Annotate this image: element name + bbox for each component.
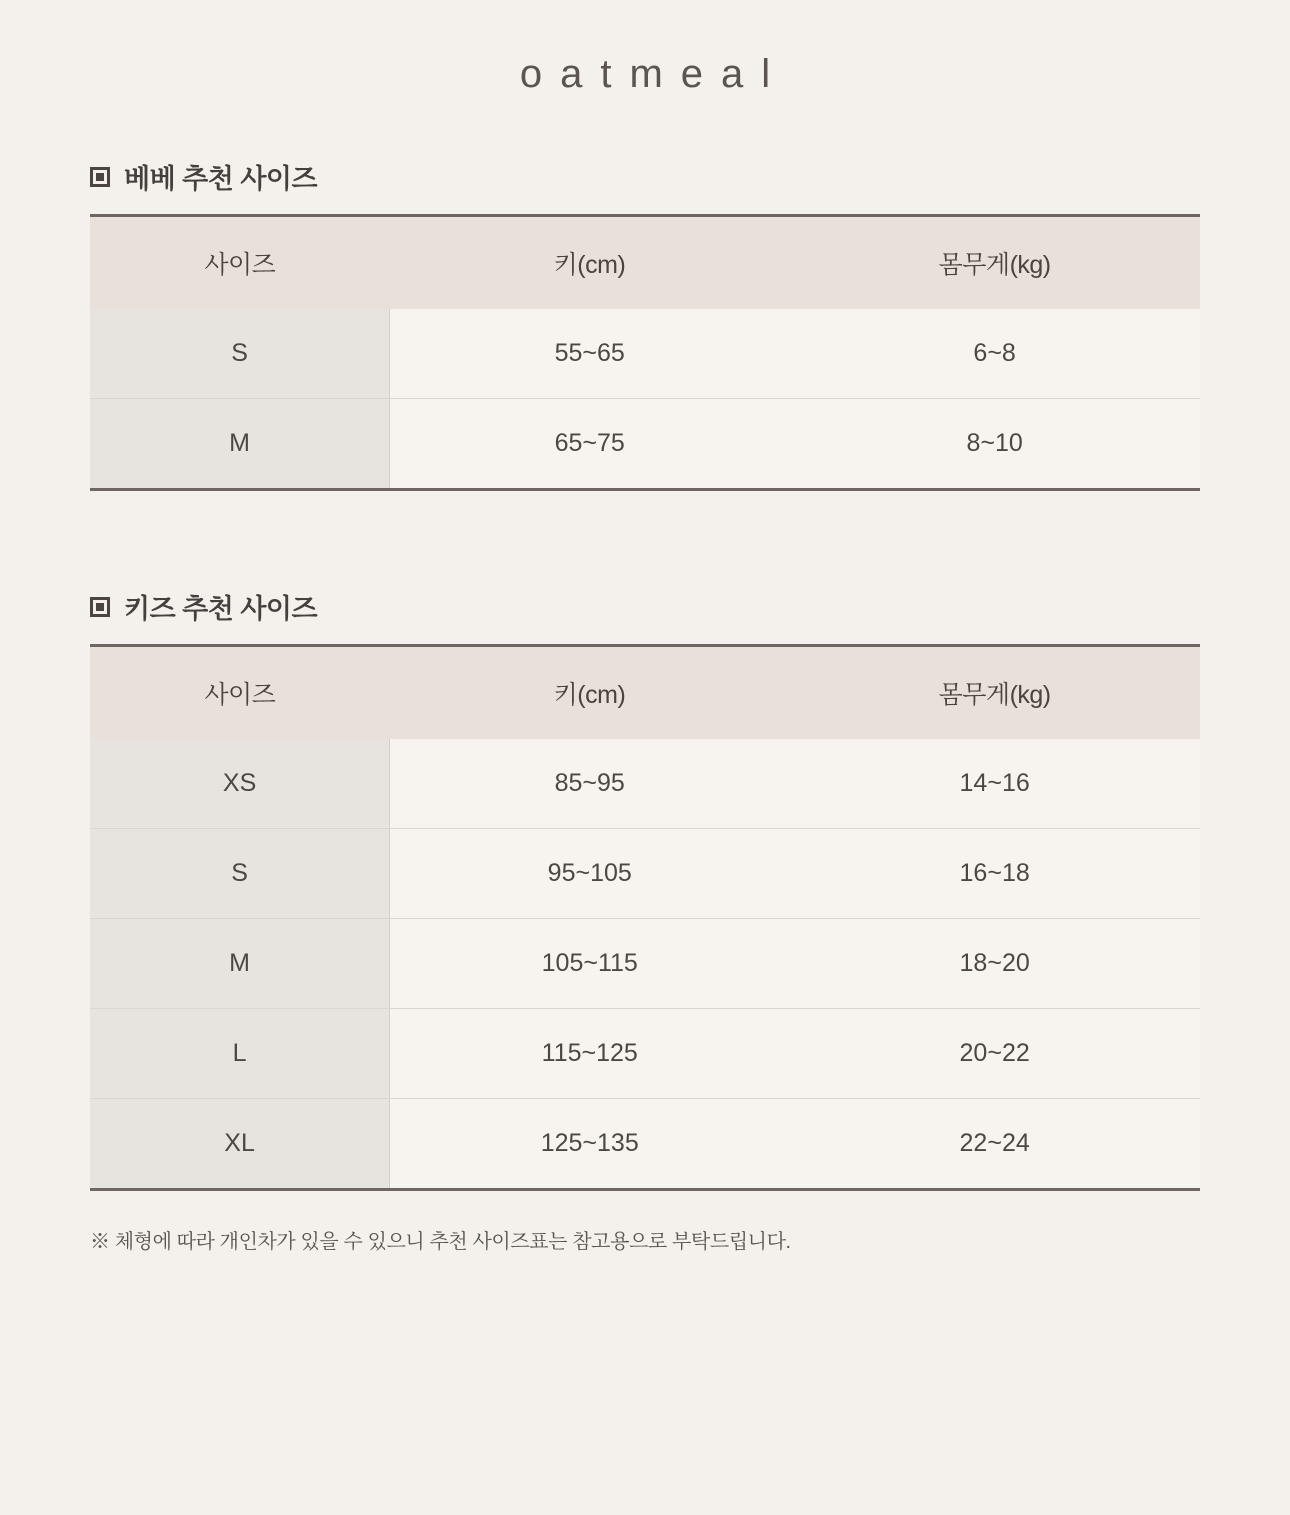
section-bebe [90,157,1200,491]
filled-square-icon [90,597,110,617]
column-header-weight: 몸무게(kg) [789,216,1200,310]
section-bebe-title [90,157,1200,196]
column-header-size: 사이즈 [90,216,390,310]
brand-title: oatmeal [519,52,789,96]
cell-height: 55~65 [390,309,790,399]
column-header-size: 사이즈 [90,646,390,740]
cell-size: L [90,1009,390,1099]
table-row [90,829,1200,919]
cell-height: 95~105 [390,829,790,919]
table-header-row [90,646,1200,740]
table-header-row [90,216,1200,310]
section-bebe-title-text: 베베 추천 사이즈 [124,164,318,194]
table-row [90,399,1200,490]
cell-size: M [90,919,390,1009]
section-kids-title-text: 키즈 추천 사이즈 [124,594,318,624]
cell-size: M [90,399,390,490]
cell-height: 115~125 [390,1009,790,1099]
section-kids [90,587,1200,1191]
section-kids-title [90,587,1200,626]
cell-height: 65~75 [390,399,790,490]
table-row [90,309,1200,399]
disclaimer-note: ※ 체형에 따라 개인차가 있을 수 있으니 추천 사이즈표는 참고용으로 부탁드립니다. [90,1231,791,1253]
column-header-height: 키(cm) [390,216,790,310]
table-row [90,1009,1200,1099]
column-header-height: 키(cm) [390,646,790,740]
size-table-kids [90,644,1200,1191]
cell-size: S [90,829,390,919]
table-row [90,919,1200,1009]
cell-weight: 8~10 [789,399,1200,490]
cell-size: S [90,309,390,399]
cell-height: 85~95 [390,739,790,829]
cell-weight: 14~16 [789,739,1200,829]
table-row [90,739,1200,829]
cell-weight: 16~18 [789,829,1200,919]
column-header-weight: 몸무게(kg) [789,646,1200,740]
filled-square-icon [90,167,110,187]
cell-height: 105~115 [390,919,790,1009]
cell-weight: 18~20 [789,919,1200,1009]
cell-weight: 22~24 [789,1099,1200,1190]
cell-weight: 20~22 [789,1009,1200,1099]
cell-weight: 6~8 [789,309,1200,399]
table-row [90,1099,1200,1190]
cell-size: XS [90,739,390,829]
size-table-bebe [90,214,1200,491]
cell-height: 125~135 [390,1099,790,1190]
cell-size: XL [90,1099,390,1190]
